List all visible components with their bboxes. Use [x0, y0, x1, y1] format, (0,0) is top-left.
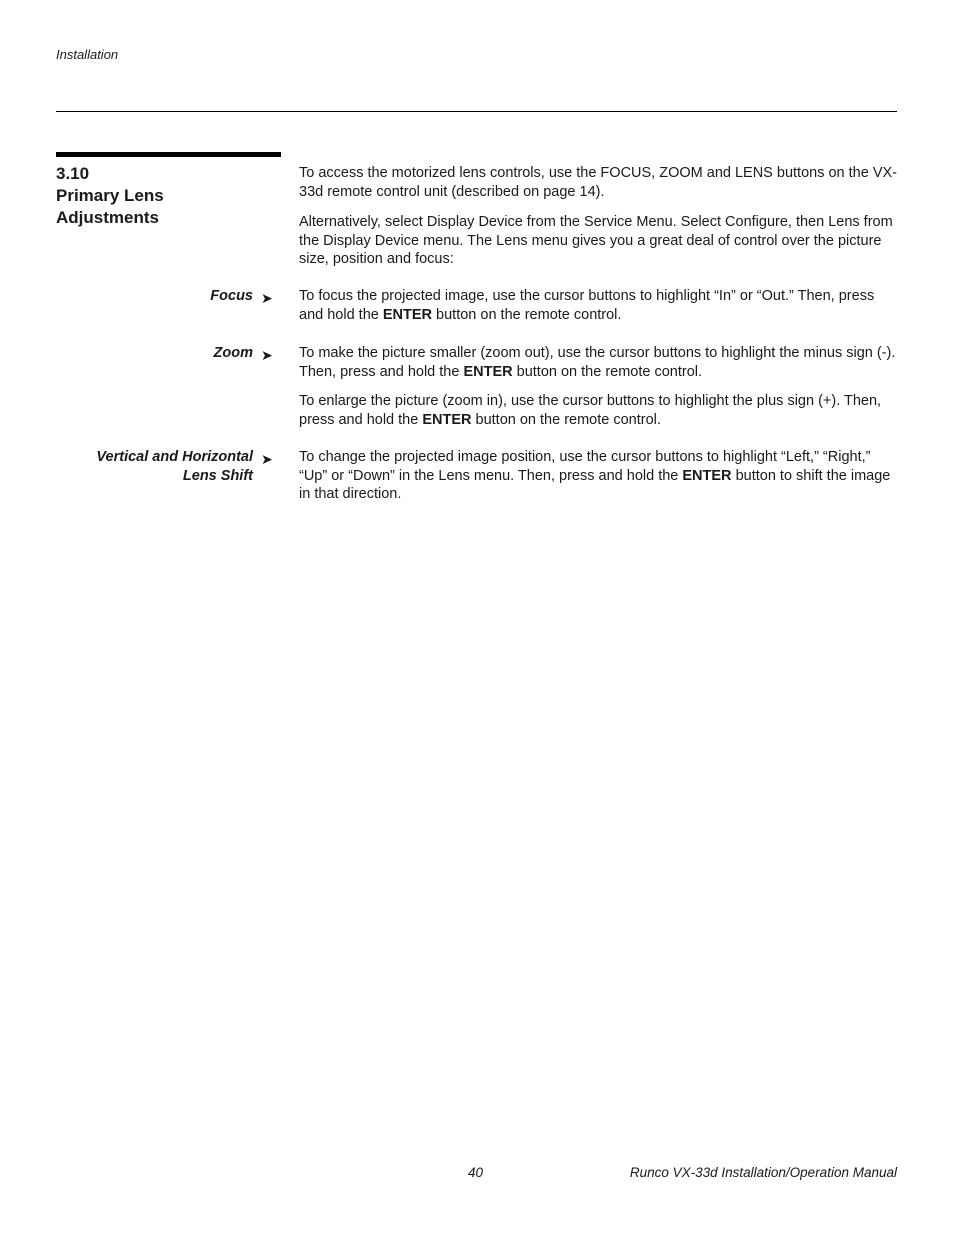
arrow-icon: ➤: [261, 347, 273, 363]
footer-manual-title: Runco VX-33d Installation/Operation Manual: [629, 1165, 897, 1180]
lens-shift-heading-line-2: Lens Shift: [182, 468, 253, 484]
section-number: 3.10: [56, 164, 90, 183]
zoom-paragraph-1: To make the picture smaller (zoom out), use the cursor buttons to highlight the minus sign (-). Then, press and hold the ENTER button on the remote control.: [299, 345, 896, 380]
footer-page-number: 40: [468, 1165, 484, 1180]
enter-keyword: ENTER: [463, 363, 513, 380]
enter-keyword: ENTER: [382, 306, 433, 323]
enter-keyword: ENTER: [422, 411, 472, 428]
header-label: Installation: [56, 47, 119, 62]
section-bar: [56, 152, 281, 157]
focus-heading: Focus: [210, 288, 253, 304]
zoom-paragraph-2: To enlarge the picture (zoom in), use the cursor buttons to highlight the plus sign (+). Then, press and hold the ENTER button on the remote control.: [299, 393, 882, 428]
header-rule: [56, 111, 897, 112]
intro-paragraph-2: Alternatively, select Display Device from the Service Menu. Select Configure, then Lens from the Display Device menu. The Lens menu gives you a great deal of control over the picture size, position and focus:: [299, 214, 893, 267]
lens-shift-heading-line-1: Vertical and Horizontal: [96, 449, 253, 465]
focus-paragraph: To focus the projected image, use the cursor buttons to highlight “In” or “Out.” Then, press and hold the ENTER button on the remote control.: [299, 288, 875, 323]
lens-shift-paragraph: To change the projected image position, use the cursor buttons to highlight “Left,” “Right,” “Up” or “Down” in the Lens menu. Then, press and hold the ENTER button to shift the image in that direction.: [299, 449, 891, 502]
enter-keyword: ENTER: [682, 467, 732, 484]
zoom-heading: Zoom: [213, 345, 253, 361]
lens-shift-heading: [96, 448, 253, 486]
section-title: Primary Lens Adjustments: [56, 186, 164, 227]
arrow-icon: ➤: [261, 451, 273, 467]
arrow-icon: ➤: [261, 290, 273, 306]
intro-paragraph-1: To access the motorized lens controls, use the FOCUS, ZOOM and LENS buttons on the VX-33d remote control unit (described on page 14).: [299, 165, 897, 200]
